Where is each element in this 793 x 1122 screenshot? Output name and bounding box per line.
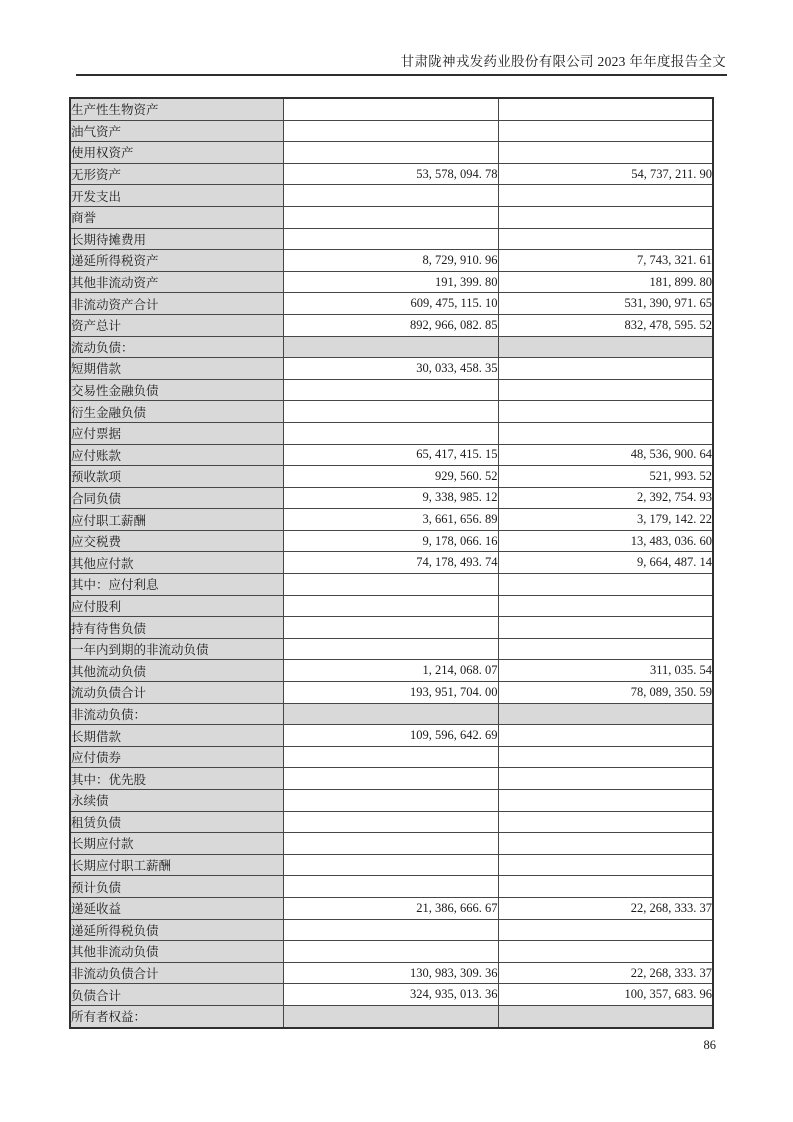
prior-period-value-cell	[498, 206, 713, 228]
prior-period-value-cell	[498, 725, 713, 747]
current-period-value-cell	[283, 811, 498, 833]
table-row	[70, 854, 713, 876]
current-period-value-cell: 8, 729, 910. 96	[283, 250, 498, 272]
prior-period-value-cell	[498, 185, 713, 207]
prior-period-value-cell: 54, 737, 211. 90	[498, 163, 713, 185]
prior-period-value-cell	[498, 574, 713, 596]
current-period-value-cell: 9, 338, 985. 12	[283, 487, 498, 509]
row-label-cell: 长期应付职工薪酬	[70, 854, 283, 876]
table-row	[70, 725, 713, 747]
current-period-value-cell: 193, 951, 704. 00	[283, 682, 498, 704]
header-rule	[76, 74, 727, 76]
row-label-cell: 所有者权益：	[70, 1005, 283, 1027]
section-header-row	[70, 1005, 713, 1027]
current-period-value-cell: 191, 399. 80	[283, 271, 498, 293]
current-period-value-cell: 929, 560. 52	[283, 466, 498, 488]
row-label-cell: 租赁负债	[70, 811, 283, 833]
section-header-row	[70, 703, 713, 725]
table-row	[70, 682, 713, 704]
prior-period-value-cell	[498, 703, 713, 725]
current-period-value-cell	[283, 206, 498, 228]
prior-period-value-cell	[498, 401, 713, 423]
prior-period-value-cell: 311, 035. 54	[498, 660, 713, 682]
current-period-value-cell	[283, 98, 498, 120]
current-period-value-cell: 74, 178, 493. 74	[283, 552, 498, 574]
table-row	[70, 876, 713, 898]
balance-sheet-table	[69, 97, 714, 1029]
current-period-value-cell	[283, 379, 498, 401]
current-period-value-cell	[283, 638, 498, 660]
row-label-cell: 其他非流动资产	[70, 271, 283, 293]
table-row	[70, 617, 713, 639]
prior-period-value-cell	[498, 919, 713, 941]
row-label-cell: 应付职工薪酬	[70, 509, 283, 531]
table-row	[70, 444, 713, 466]
table-row	[70, 379, 713, 401]
current-period-value-cell	[283, 833, 498, 855]
table-row	[70, 509, 713, 531]
row-label-cell: 递延所得税负债	[70, 919, 283, 941]
table-row	[70, 487, 713, 509]
row-label-cell: 流动负债：	[70, 336, 283, 358]
row-label-cell: 无形资产	[70, 163, 283, 185]
current-period-value-cell: 1, 214, 068. 07	[283, 660, 498, 682]
current-period-value-cell	[283, 768, 498, 790]
current-period-value-cell	[283, 401, 498, 423]
current-period-value-cell	[283, 142, 498, 164]
prior-period-value-cell	[498, 638, 713, 660]
current-period-value-cell: 53, 578, 094. 78	[283, 163, 498, 185]
prior-period-value-cell: 832, 478, 595. 52	[498, 314, 713, 336]
row-label-cell: 交易性金融负债	[70, 379, 283, 401]
current-period-value-cell	[283, 854, 498, 876]
prior-period-value-cell: 48, 536, 900. 64	[498, 444, 713, 466]
current-period-value-cell	[283, 574, 498, 596]
row-label-cell: 其他应付款	[70, 552, 283, 574]
current-period-value-cell	[283, 185, 498, 207]
row-label-cell: 永续债	[70, 790, 283, 812]
table-row	[70, 271, 713, 293]
current-period-value-cell	[283, 617, 498, 639]
prior-period-value-cell	[498, 768, 713, 790]
prior-period-value-cell	[498, 595, 713, 617]
row-label-cell: 应交税费	[70, 530, 283, 552]
report-header-title: 甘肃陇神戎发药业股份有限公司 2023 年年度报告全文	[400, 54, 726, 69]
row-label-cell: 其他流动负债	[70, 660, 283, 682]
table-row	[70, 660, 713, 682]
current-period-value-cell	[283, 746, 498, 768]
table-row	[70, 574, 713, 596]
row-label-cell: 合同负债	[70, 487, 283, 509]
current-period-value-cell	[283, 941, 498, 963]
current-period-value-cell: 130, 983, 309. 36	[283, 962, 498, 984]
row-label-cell: 其中：应付利息	[70, 574, 283, 596]
table-row	[70, 897, 713, 919]
current-period-value-cell	[283, 422, 498, 444]
current-period-value-cell: 65, 417, 415. 15	[283, 444, 498, 466]
prior-period-value-cell: 3, 179, 142. 22	[498, 509, 713, 531]
row-label-cell: 递延收益	[70, 897, 283, 919]
page-number: 86	[703, 1038, 716, 1052]
row-label-cell: 其中：优先股	[70, 768, 283, 790]
row-label-cell: 应付股利	[70, 595, 283, 617]
prior-period-value-cell	[498, 422, 713, 444]
prior-period-value-cell	[498, 811, 713, 833]
table-row	[70, 941, 713, 963]
current-period-value-cell	[283, 790, 498, 812]
table-row	[70, 120, 713, 142]
row-label-cell: 预计负债	[70, 876, 283, 898]
current-period-value-cell	[283, 336, 498, 358]
prior-period-value-cell	[498, 746, 713, 768]
table-row	[70, 206, 713, 228]
table-row	[70, 746, 713, 768]
row-label-cell: 非流动负债：	[70, 703, 283, 725]
current-period-value-cell: 30, 033, 458. 35	[283, 358, 498, 380]
table-row	[70, 228, 713, 250]
row-label-cell: 生产性生物资产	[70, 98, 283, 120]
table-row	[70, 530, 713, 552]
prior-period-value-cell	[498, 854, 713, 876]
table-row	[70, 98, 713, 120]
table-row	[70, 552, 713, 574]
row-label-cell: 资产总计	[70, 314, 283, 336]
row-label-cell: 衍生金融负债	[70, 401, 283, 423]
current-period-value-cell: 3, 661, 656. 89	[283, 509, 498, 531]
table-row	[70, 768, 713, 790]
prior-period-value-cell	[498, 120, 713, 142]
current-period-value-cell: 892, 966, 082. 85	[283, 314, 498, 336]
current-period-value-cell: 9, 178, 066. 16	[283, 530, 498, 552]
current-period-value-cell	[283, 595, 498, 617]
prior-period-value-cell: 22, 268, 333. 37	[498, 962, 713, 984]
row-label-cell: 一年内到期的非流动负债	[70, 638, 283, 660]
table-row	[70, 595, 713, 617]
table-row	[70, 358, 713, 380]
table-row	[70, 919, 713, 941]
current-period-value-cell	[283, 1005, 498, 1027]
prior-period-value-cell	[498, 228, 713, 250]
table-row	[70, 790, 713, 812]
prior-period-value-cell	[498, 941, 713, 963]
prior-period-value-cell	[498, 876, 713, 898]
row-label-cell: 其他非流动负债	[70, 941, 283, 963]
table-row	[70, 962, 713, 984]
table-row	[70, 163, 713, 185]
row-label-cell: 长期待摊费用	[70, 228, 283, 250]
row-label-cell: 油气资产	[70, 120, 283, 142]
current-period-value-cell	[283, 919, 498, 941]
prior-period-value-cell: 100, 357, 683. 96	[498, 984, 713, 1006]
row-label-cell: 非流动负债合计	[70, 962, 283, 984]
table-row	[70, 250, 713, 272]
prior-period-value-cell: 2, 392, 754. 93	[498, 487, 713, 509]
section-header-row	[70, 336, 713, 358]
row-label-cell: 短期借款	[70, 358, 283, 380]
prior-period-value-cell: 78, 089, 350. 59	[498, 682, 713, 704]
row-label-cell: 预收款项	[70, 466, 283, 488]
row-label-cell: 应付票据	[70, 422, 283, 444]
row-label-cell: 持有待售负债	[70, 617, 283, 639]
prior-period-value-cell	[498, 379, 713, 401]
row-label-cell: 应付账款	[70, 444, 283, 466]
current-period-value-cell	[283, 703, 498, 725]
prior-period-value-cell: 13, 483, 036. 60	[498, 530, 713, 552]
prior-period-value-cell	[498, 358, 713, 380]
table-row	[70, 638, 713, 660]
table-row	[70, 142, 713, 164]
current-period-value-cell: 324, 935, 013. 36	[283, 984, 498, 1006]
table-row	[70, 833, 713, 855]
table-row	[70, 293, 713, 315]
row-label-cell: 商誉	[70, 206, 283, 228]
balance-sheet-body	[70, 98, 713, 1028]
current-period-value-cell: 609, 475, 115. 10	[283, 293, 498, 315]
table-row	[70, 466, 713, 488]
table-row	[70, 401, 713, 423]
prior-period-value-cell: 521, 993. 52	[498, 466, 713, 488]
row-label-cell: 流动负债合计	[70, 682, 283, 704]
prior-period-value-cell: 9, 664, 487. 14	[498, 552, 713, 574]
table-row	[70, 811, 713, 833]
current-period-value-cell: 109, 596, 642. 69	[283, 725, 498, 747]
prior-period-value-cell: 531, 390, 971. 65	[498, 293, 713, 315]
prior-period-value-cell: 7, 743, 321. 61	[498, 250, 713, 272]
prior-period-value-cell	[498, 142, 713, 164]
prior-period-value-cell	[498, 98, 713, 120]
row-label-cell: 递延所得税资产	[70, 250, 283, 272]
prior-period-value-cell	[498, 790, 713, 812]
row-label-cell: 长期借款	[70, 725, 283, 747]
table-row	[70, 185, 713, 207]
prior-period-value-cell	[498, 1005, 713, 1027]
current-period-value-cell	[283, 228, 498, 250]
current-period-value-cell	[283, 876, 498, 898]
row-label-cell: 非流动资产合计	[70, 293, 283, 315]
prior-period-value-cell: 181, 899. 80	[498, 271, 713, 293]
prior-period-value-cell	[498, 336, 713, 358]
row-label-cell: 应付债券	[70, 746, 283, 768]
row-label-cell: 使用权资产	[70, 142, 283, 164]
current-period-value-cell	[283, 120, 498, 142]
prior-period-value-cell	[498, 833, 713, 855]
table-row	[70, 314, 713, 336]
prior-period-value-cell: 22, 268, 333. 37	[498, 897, 713, 919]
table-row	[70, 422, 713, 444]
row-label-cell: 负债合计	[70, 984, 283, 1006]
table-row	[70, 984, 713, 1006]
row-label-cell: 长期应付款	[70, 833, 283, 855]
row-label-cell: 开发支出	[70, 185, 283, 207]
prior-period-value-cell	[498, 617, 713, 639]
current-period-value-cell: 21, 386, 666. 67	[283, 897, 498, 919]
